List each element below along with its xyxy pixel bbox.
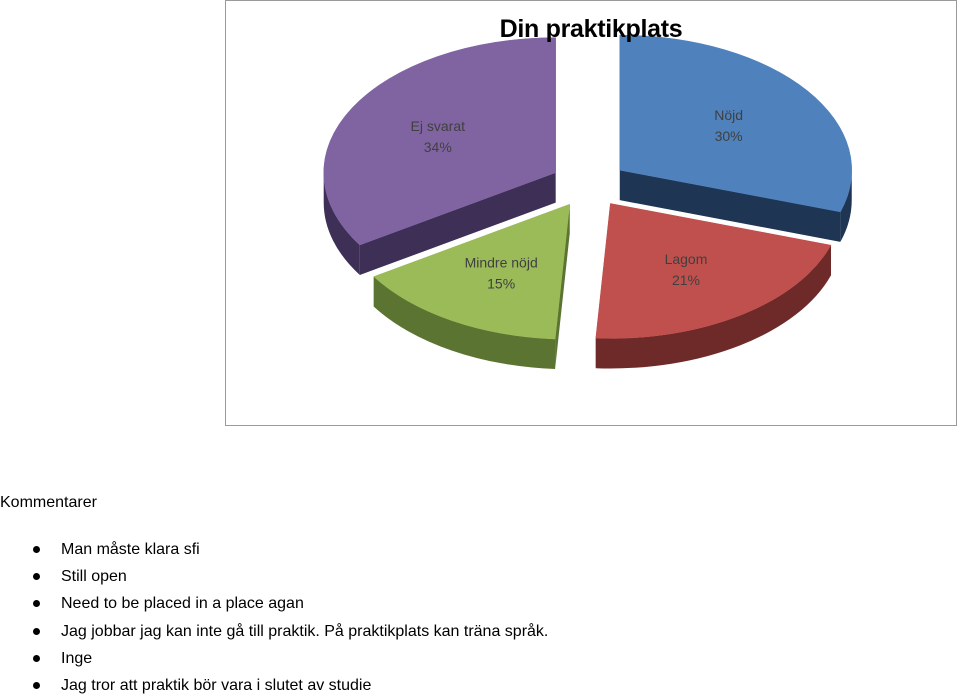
- comment-text: Jag jobbar jag kan inte gå till praktik. På praktikplats kan träna språk.: [61, 622, 549, 640]
- bullet-icon: [33, 573, 40, 580]
- bullet-icon: [33, 682, 40, 689]
- slice-label-nöjd: Nöjd: [714, 107, 744, 124]
- comments-heading: Kommentarer: [0, 494, 97, 511]
- slice-value-ej-svarat: 34%: [423, 138, 452, 155]
- slice-label-lagom: Lagom: [664, 251, 708, 268]
- comment-text: Still open: [61, 568, 127, 586]
- slice-value-nöjd: 30%: [714, 128, 743, 145]
- slice-value-mindre-nöjd: 15%: [487, 275, 516, 292]
- comment-text: Inge: [61, 649, 93, 667]
- comment-text: Need to be placed in a place agan: [61, 595, 304, 613]
- comment-item: [0, 645, 548, 672]
- bullet-icon: [33, 628, 40, 635]
- bullet-icon: [33, 655, 40, 662]
- comment-item: [0, 536, 548, 563]
- chart-title: Din praktikplats: [499, 15, 683, 43]
- comment-text: Jag tror att praktik bör vara i slutet av studie: [61, 676, 372, 694]
- slice-value-lagom: 21%: [671, 272, 701, 289]
- comment-list: [0, 536, 548, 699]
- comment-text: Man måste klara sfi: [61, 541, 200, 558]
- chart-frame: [225, 0, 957, 426]
- bullet-icon: [33, 546, 40, 553]
- pie-tops: [324, 35, 852, 339]
- comment-item: [0, 590, 548, 617]
- slice-label-mindre-nöjd: Mindre nöjd: [464, 254, 538, 271]
- pie-chart: [226, 1, 958, 427]
- comment-item: [0, 563, 548, 590]
- comment-item: [0, 618, 548, 645]
- bullet-icon: [33, 600, 40, 607]
- comment-item: [0, 672, 548, 699]
- slice-label-ej-svarat: Ej svarat: [410, 117, 466, 134]
